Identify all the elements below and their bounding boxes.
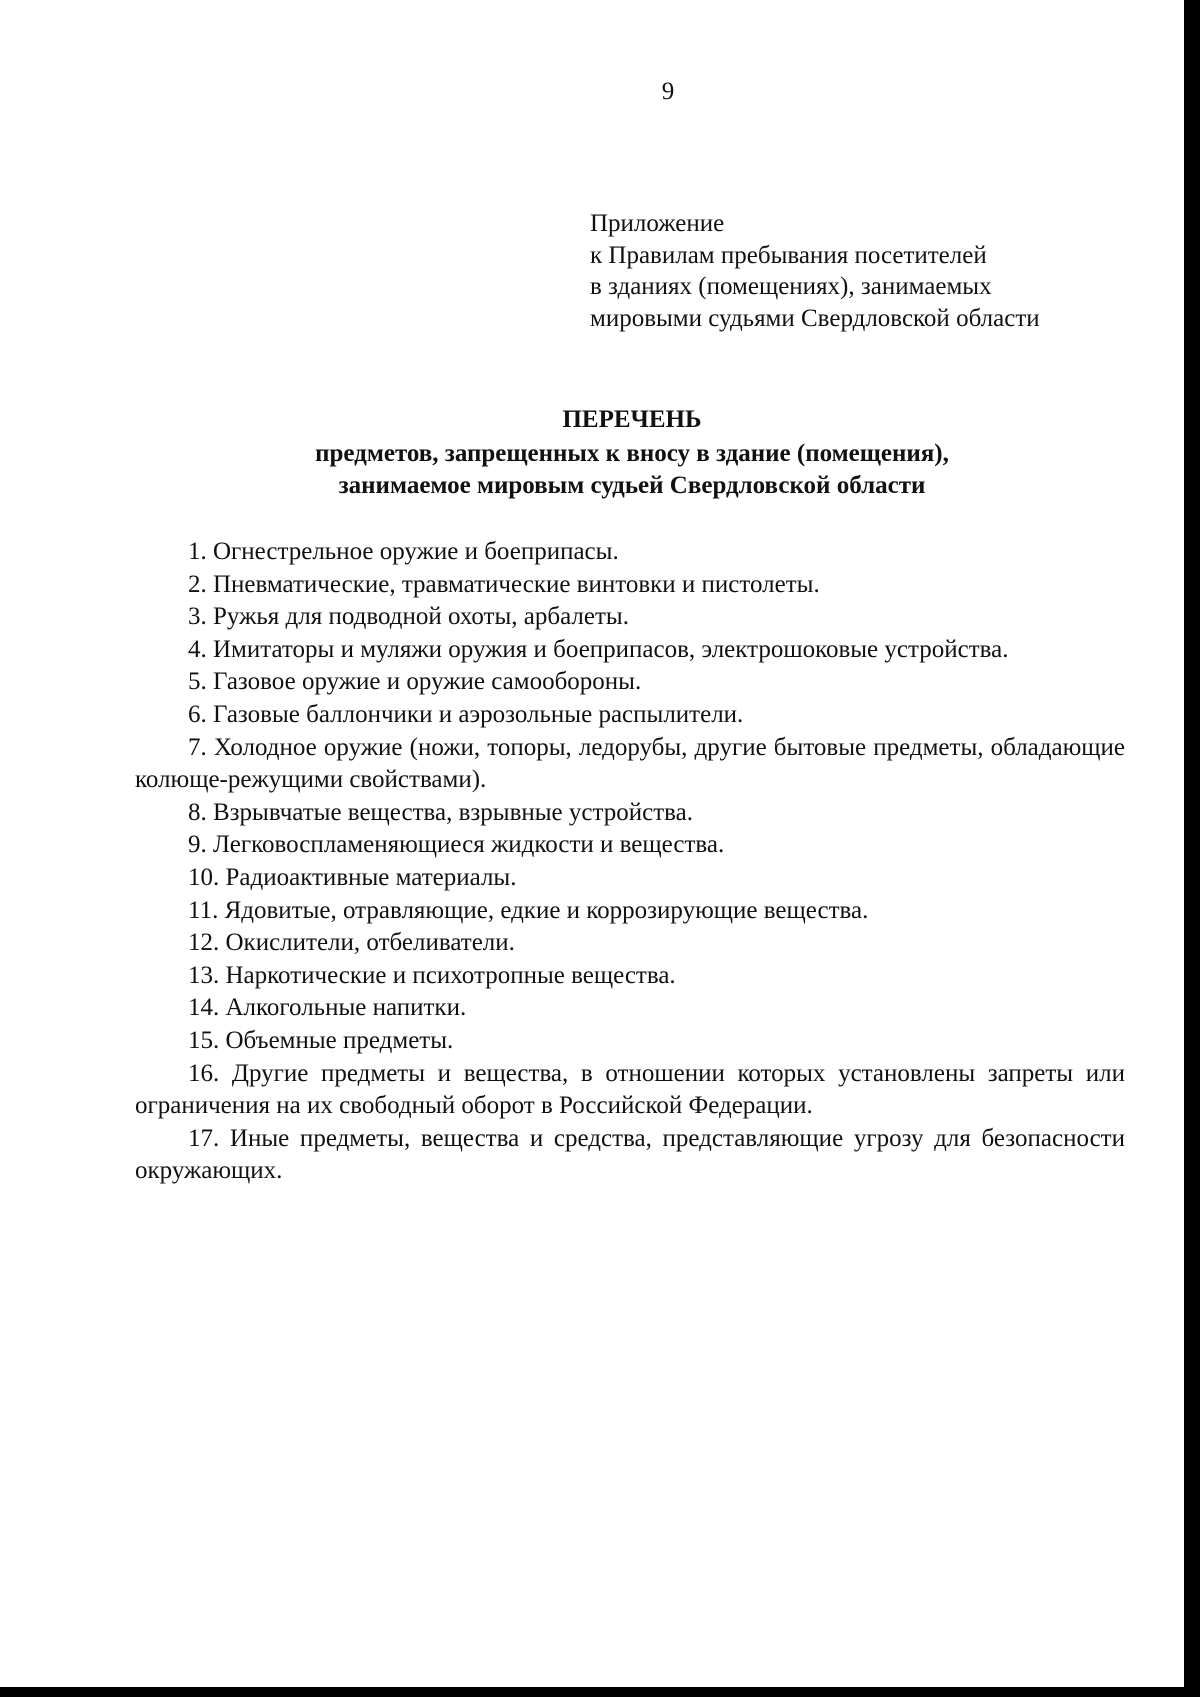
appendix-line: в зданиях (помещениях), занимаемых xyxy=(590,273,992,300)
prohibited-items-list xyxy=(135,536,1125,1188)
list-item: 10. Радиоактивные материалы. xyxy=(188,863,517,891)
title-subtitle-line: предметов, запрещенных к вносу в здание (помещения), xyxy=(315,440,949,467)
list-item: 1. Огнестрельное оружие и боеприпасы. xyxy=(188,538,619,565)
list-item: 4. Имитаторы и муляжи оружия и боеприпасов, электрошоковые устройства. xyxy=(188,635,1009,663)
list-item: 17. Иные предметы, вещества и средства, представляющие угрозу для безопасности окружающих. xyxy=(135,1124,1125,1185)
list-item: 13. Наркотические и психотропные вещества. xyxy=(188,961,676,989)
appendix-note xyxy=(590,208,1040,334)
document-title xyxy=(0,404,1200,502)
list-item: 15. Объемные предметы. xyxy=(188,1026,454,1054)
appendix-line: Приложение xyxy=(590,210,725,237)
list-item: 5. Газовое оружие и оружие самообороны. xyxy=(188,668,642,696)
title-subtitle-line: занимаемое мировым судьей Свердловской области xyxy=(338,472,926,499)
list-item: 9. Легковоспламеняющиеся жидкости и вещества. xyxy=(188,831,725,859)
scan-edge-bottom xyxy=(0,1687,1200,1697)
title-main: ПЕРЕЧЕНЬ xyxy=(562,406,702,433)
appendix-line: к Правилам пребывания посетителей xyxy=(590,241,987,269)
list-item: 12. Окислители, отбеливатели. xyxy=(188,929,515,957)
list-item: 3. Ружья для подводной охоты, арбалеты. xyxy=(188,603,629,631)
list-item: 2. Пневматические, травматические винтовки и пистолеты. xyxy=(188,570,820,598)
list-item: 16. Другие предметы и вещества, в отношении которых установлены запреты или ограничения на их свободный оборот в Российской Федерации. xyxy=(135,1059,1125,1120)
appendix-line: мировыми судьями Свердловской области xyxy=(590,304,1040,332)
list-item: 6. Газовые баллончики и аэрозольные распылители. xyxy=(188,700,744,728)
page-number: 9 xyxy=(661,78,675,105)
list-item: 11. Ядовитые, отравляющие, едкие и коррозирующие вещества. xyxy=(188,896,869,924)
list-item: 7. Холодное оружие (ножи, топоры, ледорубы, другие бытовые предметы, обладающие колюще-режущими свойствами). xyxy=(135,733,1125,794)
list-item: 8. Взрывчатые вещества, взрывные устройства. xyxy=(188,798,693,826)
list-item: 14. Алкогольные напитки. xyxy=(188,994,467,1022)
scan-edge-right xyxy=(1184,0,1200,1697)
